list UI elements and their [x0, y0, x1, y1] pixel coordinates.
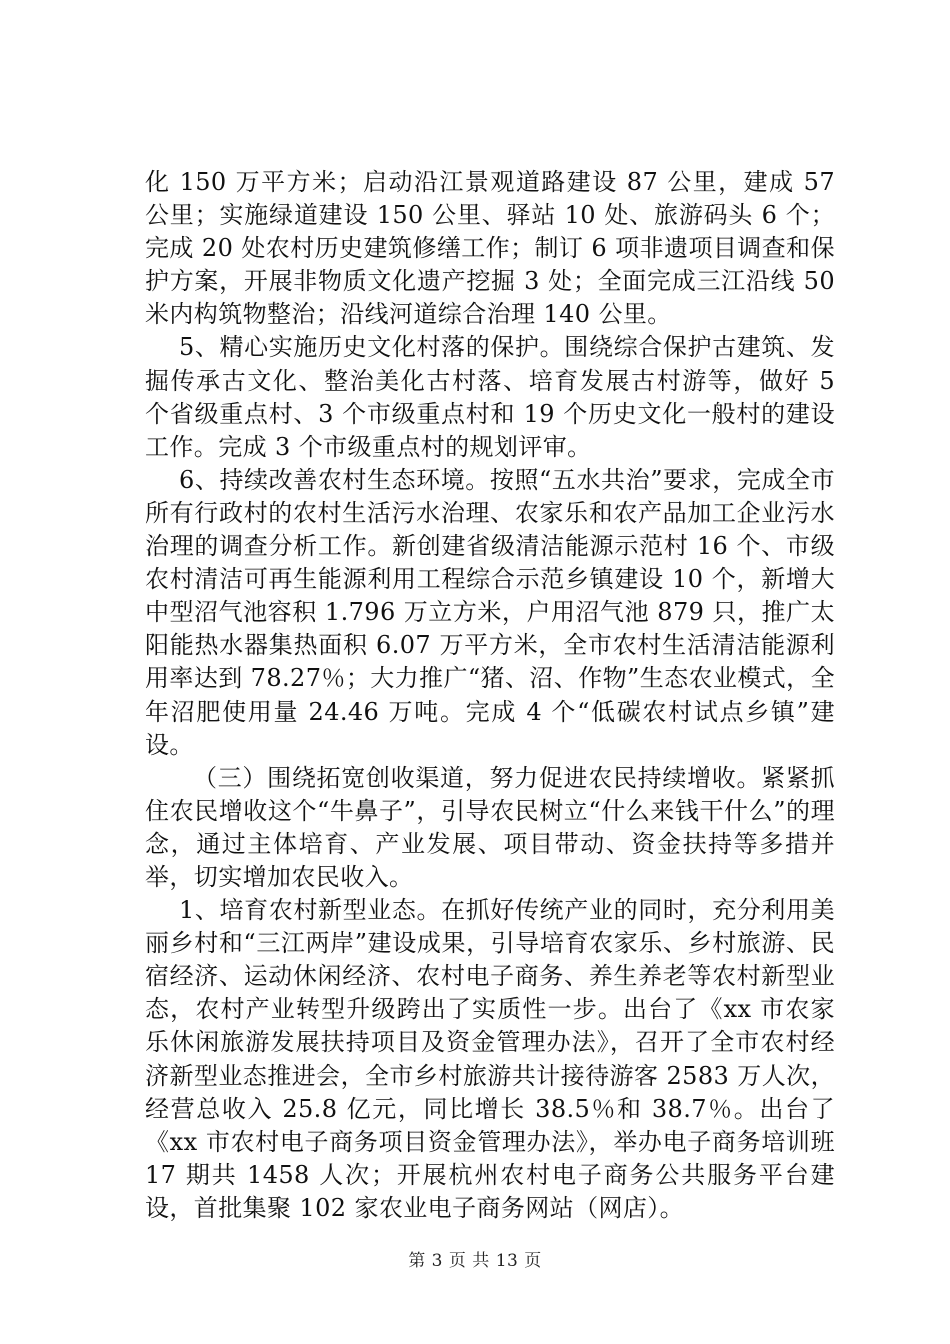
paragraph-continuation: 化 150 万平方米；启动沿江景观道路建设 87 公里，建成 57 公里；实施绿道建设 150 公里、驿站 10 处、旅游码头 6 个；完成 20 处农村历史建筑修缮工作；制订 6 项非遗项目调查和保护方案，开展非物质文化遗产挖掘 3 处；全面完成三江沿线 50 米内构筑物整治；沿线河道综合治理 140 公里。	[145, 168, 835, 329]
paragraph-item-1: 1、培育农村新型业态。在抓好传统产业的同时，充分利用美丽乡村和“三江两岸”建设成果，引导培育农家乐、乡村旅游、民宿经济、运动休闲经济、农村电子商务、养生养老等农村新型业态，农村产业转型升级跨出了实质性一步。出台了《xx 市农家乐休闲旅游发展扶持项目及资金管理办法》，召开了全市农村经济新型业态推进会，全市乡村旅游共计接待游客 2583 万人次，经营总收入 25.8 亿元，同比增长 38.5％和 38.7％。出台了《xx 市农村电子商务项目资金管理办法》，举办电子商务培训班 17 期共 1458 人次；开展杭州农村电子商务公共服务平台建设，首批集聚 102 家农业电子商务网站（网店）。	[145, 896, 835, 1222]
page-footer: 第 3 页 共 13 页	[408, 1251, 542, 1271]
paragraph-section-3: （三）围绕拓宽创收渠道，努力促进农民持续增收。紧紧抓住农民增收这个“牛鼻子”，引导农民树立“什么来钱干什么”的理念，通过主体培育、产业发展、项目带动、资金扶持等多措并举，切实增加农民收入。	[145, 763, 835, 891]
document-body	[145, 166, 835, 1225]
paragraph-item-5: 5、精心实施历史文化村落的保护。围绕综合保护古建筑、发掘传承古文化、整治美化古村落、培育发展古村游等，做好 5 个省级重点村、3 个市级重点村和 19 个历史文化一般村的建设工作。完成 3 个市级重点村的规划评审。	[145, 333, 835, 461]
paragraph-item-6: 6、持续改善农村生态环境。按照“五水共治”要求，完成全市所有行政村的农村生活污水治理、农家乐和农产品加工企业污水治理的调查分析工作。新创建省级清洁能源示范村 16 个、市级农村清洁可再生能源利用工程综合示范乡镇建设 10 个，新增大中型沼气池容积 1.796 万立方米，户用沼气池 879 只，推广太阳能热水器集热面积 6.07 万平方米，全市农村生活清洁能源利用率达到 78.27％；大力推广“猪、沼、作物”生态农业模式，全年沼肥使用量 24.46 万吨。完成 4 个“低碳农村试点乡镇”建设。	[145, 465, 835, 759]
